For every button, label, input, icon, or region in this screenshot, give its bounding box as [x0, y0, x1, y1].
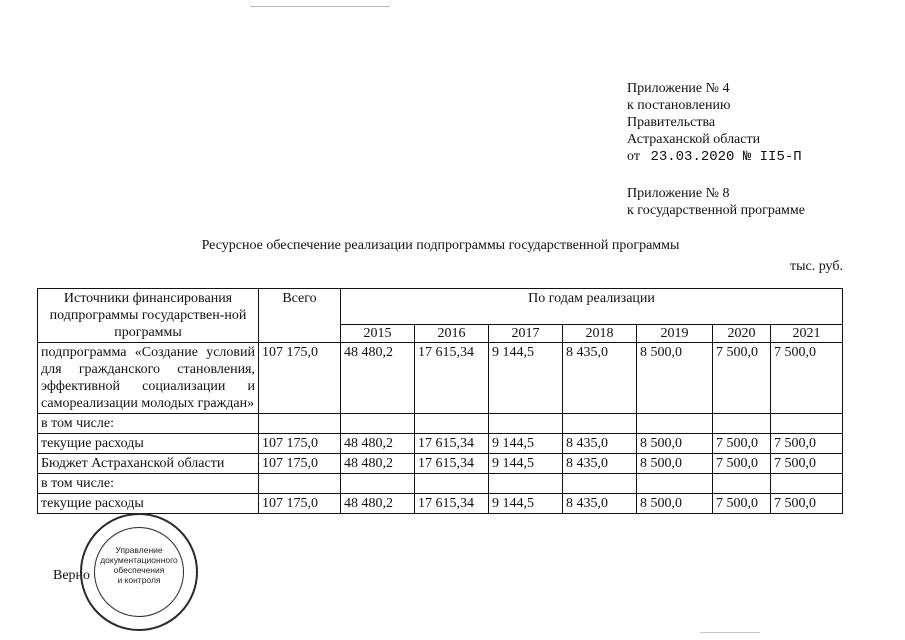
row-total: 107 175,0	[259, 434, 341, 454]
certified-true-label: Верно	[53, 568, 91, 583]
row-value: 17 615,34	[415, 494, 489, 514]
stamp-text	[82, 545, 196, 585]
row-value	[637, 414, 713, 434]
row-value: 8 500,0	[637, 343, 713, 414]
scan-artifact-line	[700, 632, 760, 633]
row-value: 7 500,0	[713, 494, 771, 514]
row-value: 8 435,0	[563, 494, 637, 514]
row-total: 107 175,0	[259, 494, 341, 514]
row-value: 8 500,0	[637, 454, 713, 474]
year-header: 2015	[341, 325, 415, 343]
appendix-line: к постановлению	[627, 98, 731, 113]
row-value: 48 480,2	[341, 494, 415, 514]
table-row	[38, 434, 843, 454]
row-name: в том числе:	[38, 474, 259, 494]
row-name: текущие расходы	[38, 434, 259, 454]
row-value	[713, 414, 771, 434]
row-value: 7 500,0	[771, 434, 843, 454]
year-header: 2018	[563, 325, 637, 343]
table-row	[38, 343, 843, 414]
row-name: текущие расходы	[38, 494, 259, 514]
row-value	[771, 474, 843, 494]
row-value: 48 480,2	[341, 454, 415, 474]
appendix-date-row	[627, 148, 802, 166]
row-value: 9 144,5	[489, 434, 563, 454]
row-value: 17 615,34	[415, 343, 489, 414]
appendix-line: Правительства	[627, 115, 716, 130]
stamp-line: обеспечения	[113, 565, 165, 575]
row-value: 17 615,34	[415, 454, 489, 474]
row-name: Бюджет Астраханской области	[38, 454, 259, 474]
row-value: 7 500,0	[771, 494, 843, 514]
row-value	[771, 414, 843, 434]
row-value	[713, 474, 771, 494]
date-prefix: от	[627, 149, 640, 164]
year-header: 2017	[489, 325, 563, 343]
table-row	[38, 474, 843, 494]
row-value: 7 500,0	[713, 434, 771, 454]
header-total: Всего	[259, 289, 341, 343]
appendix-2-number: Приложение № 8	[627, 186, 730, 201]
row-value: 7 500,0	[713, 454, 771, 474]
document-title-row	[0, 238, 905, 254]
year-header: 2019	[637, 325, 713, 343]
row-value: 7 500,0	[771, 343, 843, 414]
appendix-line: Астраханской области	[627, 132, 761, 147]
document-title: Ресурсное обеспечение реализации подпрограммы государственной программы	[201, 238, 680, 253]
row-value	[563, 474, 637, 494]
table-row	[38, 414, 843, 434]
row-value: 48 480,2	[341, 434, 415, 454]
appendix-number: Приложение № 4	[627, 81, 730, 96]
row-value: 8 500,0	[637, 494, 713, 514]
appendix-header	[627, 80, 802, 166]
row-value: 7 500,0	[771, 454, 843, 474]
stamp-line: документационного	[100, 555, 178, 565]
row-total: 107 175,0	[259, 343, 341, 414]
scan-artifact-line	[250, 6, 390, 7]
row-value	[637, 474, 713, 494]
row-value: 7 500,0	[713, 343, 771, 414]
row-value	[341, 414, 415, 434]
row-value: 8 435,0	[563, 434, 637, 454]
table-row	[38, 494, 843, 514]
row-name: в том числе:	[38, 414, 259, 434]
row-value: 9 144,5	[489, 454, 563, 474]
year-header: 2021	[771, 325, 843, 343]
row-value	[489, 474, 563, 494]
header-years: По годам реализации	[341, 289, 843, 325]
row-value	[415, 474, 489, 494]
appendix-2-line: к государственной программе	[627, 203, 805, 218]
row-total: 107 175,0	[259, 454, 341, 474]
stamp-line: и контроля	[117, 575, 161, 585]
year-header: 2020	[713, 325, 771, 343]
row-value	[489, 414, 563, 434]
stamp-line: Управление	[115, 545, 163, 555]
row-value	[415, 414, 489, 434]
appendix-2-header	[627, 185, 805, 219]
official-stamp	[80, 513, 198, 631]
financing-table	[37, 288, 843, 514]
units-label: тыс. руб.	[790, 259, 843, 274]
row-total	[259, 474, 341, 494]
table-row	[38, 454, 843, 474]
resolution-date-number: 23.03.2020 № II5-П	[650, 149, 802, 165]
row-value: 8 435,0	[563, 454, 637, 474]
row-value: 8 500,0	[637, 434, 713, 454]
row-total	[259, 414, 341, 434]
year-header: 2016	[415, 325, 489, 343]
row-value: 17 615,34	[415, 434, 489, 454]
table-header-row	[38, 289, 843, 325]
row-value: 9 144,5	[489, 494, 563, 514]
row-value: 8 435,0	[563, 343, 637, 414]
header-source: Источники финансирования подпрограммы государствен-ной программы	[38, 289, 259, 343]
row-value: 48 480,2	[341, 343, 415, 414]
row-value	[563, 414, 637, 434]
row-value	[341, 474, 415, 494]
row-value: 9 144,5	[489, 343, 563, 414]
row-name: подпрограмма «Создание условий для гражданского становления, эффективной социализации и самореализации молодых граждан»	[38, 343, 259, 414]
